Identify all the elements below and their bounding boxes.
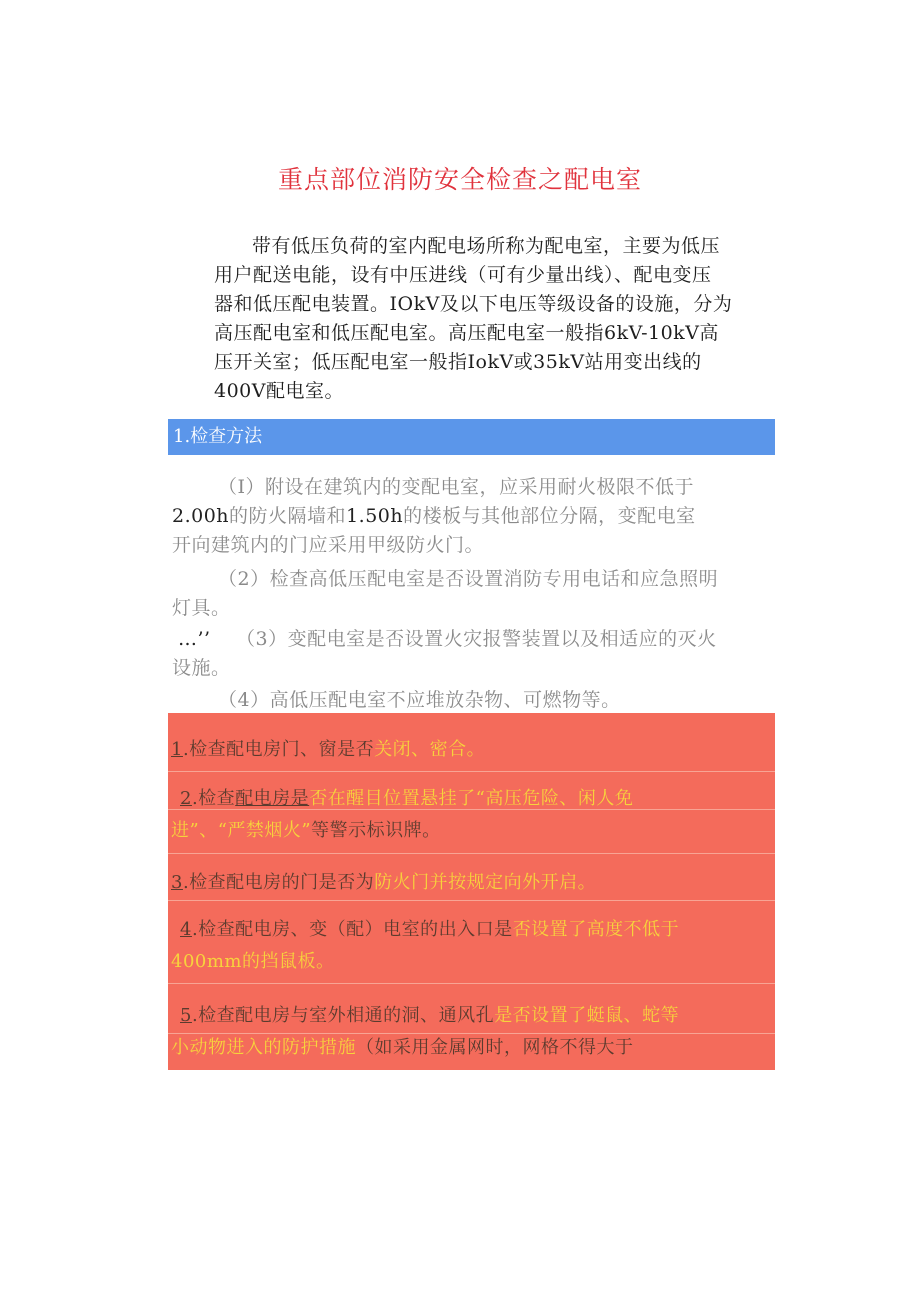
checklist-item-2 <box>171 783 775 847</box>
method-text: （2）检查高低压配电室是否设置消防专用电话和应急照明 <box>218 568 719 590</box>
divider <box>168 983 775 984</box>
item-highlight: 小动物进入的防护措施 <box>171 1037 356 1058</box>
item-highlight: 是否设置了蜓鼠、蛇等 <box>494 1005 680 1026</box>
item-highlight: 400mm的挡鼠板。 <box>171 951 335 972</box>
method-text: 开向建筑内的门应采用甲级防火门。 <box>172 534 485 556</box>
item-highlight: 关闭、密合。 <box>374 739 486 760</box>
method-text: （3）变配电室是否设置火灾报警装置以及相适应的灭火 <box>236 628 717 650</box>
item-highlight: 进”、“严禁烟火” <box>171 820 312 841</box>
checklist-item-3 <box>171 868 771 894</box>
fire-rating-value: 1.50h <box>346 505 404 527</box>
fire-rating-value: 2.00h <box>172 505 230 527</box>
method-text: 设施。 <box>172 657 231 679</box>
intro-line: 用户配送电能，设有中压进线（可有少量出线）、配电变压 <box>214 264 712 286</box>
checklist-item-5 <box>171 1000 775 1064</box>
item-number: 1 <box>171 739 183 760</box>
item-text: .检查配电房门、窗是否 <box>182 739 375 760</box>
item-text: .检查 <box>191 788 236 809</box>
method-text: （I）附设在建筑内的变配电室，应采用耐火极限不低于 <box>218 476 695 498</box>
method-text: 的楼板与其他部位分隔，变配电室 <box>403 505 696 527</box>
item-text: 配电房是 <box>235 788 310 809</box>
method-item-2 <box>172 565 772 623</box>
intro-line: 压开关室；低压配电室一般指IokV或35kV站用变出线的 <box>214 351 702 373</box>
intro-paragraph <box>214 232 774 406</box>
method-item-4 <box>172 686 772 715</box>
divider <box>168 809 775 810</box>
item-text: .检查配电房与室外相通的洞、通风孔 <box>191 1005 495 1026</box>
checklist-item-1 <box>171 735 771 761</box>
item-highlight: 否在醒目位置悬挂了“高压危险、闲人免 <box>309 788 634 809</box>
item-text: （如采用金属网时，网格不得大于 <box>356 1037 634 1058</box>
item-number: 2 <box>180 788 192 809</box>
item-number: 3 <box>171 872 183 893</box>
intro-line: 器和低压配电装置。IOkV及以下电压等级设备的设施，分为 <box>214 293 733 315</box>
item-highlight: 防火门并按规定向外开启。 <box>374 872 597 893</box>
divider <box>168 853 775 854</box>
item-text: 等警示标识牌。 <box>311 820 441 841</box>
method-text: 灯具。 <box>172 597 231 619</box>
method-text: 的防火隔墙和 <box>229 505 347 527</box>
item-text: .检查配电房、变（配）电室的出入口是 <box>191 919 513 940</box>
intro-line: 400V配电室。 <box>214 380 344 402</box>
stray-mark: …’’ <box>178 628 211 650</box>
item-highlight: 否设置了高度不低于 <box>512 919 680 940</box>
method-text: （4）高低压配电室不应堆放杂物、可燃物等。 <box>218 689 621 711</box>
intro-line: 带有低压负荷的室内配电场所称为配电室，主要为低压 <box>252 235 721 257</box>
divider <box>168 1033 775 1034</box>
intro-line: 高压配电室和低压配电室。高压配电室一般指6kV-10kV高 <box>214 322 719 344</box>
section-header-inspection-method: 1.检查方法 <box>168 419 775 455</box>
item-number: 4 <box>180 919 192 940</box>
divider <box>168 771 775 772</box>
item-number: 5 <box>180 1005 192 1026</box>
divider <box>168 900 775 901</box>
item-text: .检查配电房的门是否为 <box>182 872 375 893</box>
checklist-panel <box>168 713 775 1070</box>
page-title: 重点部位消防安全检查之配电室 <box>277 165 642 194</box>
checklist-item-4 <box>171 914 775 978</box>
method-item-1 <box>172 473 772 560</box>
method-item-3 <box>172 625 772 683</box>
